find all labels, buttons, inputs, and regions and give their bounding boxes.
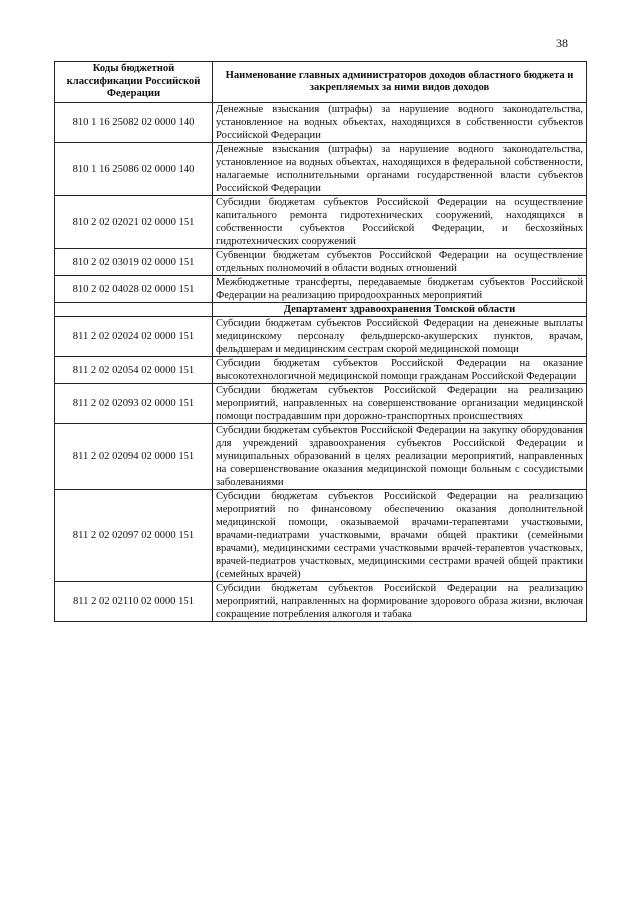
table-row [55, 424, 587, 490]
budget-code: 810 2 02 03019 02 0000 151 [55, 249, 213, 276]
revenue-description: Субсидии бюджетам субъектов Российской Федерации на реализацию мероприятий, направленных на совершенствование организации медицинской помощи пострадавшим при дорожно-транспортных происшествиях [213, 384, 587, 424]
table-row [55, 384, 587, 424]
budget-code: 811 2 02 02093 02 0000 151 [55, 384, 213, 424]
table-row [55, 357, 587, 384]
header-name: Наименование главных администраторов доходов областного бюджета и закрепляемых за ними видов доходов [213, 62, 587, 103]
budget-code: 811 2 02 02054 02 0000 151 [55, 357, 213, 384]
budget-code: 811 2 02 02024 02 0000 151 [55, 317, 213, 357]
table-row [55, 196, 587, 249]
revenue-codes-table [54, 61, 587, 622]
header-code: Коды бюджетной классификации Российской Федерации [55, 62, 213, 103]
budget-code: 811 2 02 02110 02 0000 151 [55, 582, 213, 622]
revenue-description: Субсидии бюджетам субъектов Российской Федерации на реализацию мероприятий по финансовому обеспечению оказания дополнительной медицинской помощи, оказываемой врачами-терапевтами участковыми, врачами-педиатрами участковыми, врачами общей практики (семейными врачами), медицинскими сестрами участковыми врачей-терапевтов участковых, врачей-педиатров участковых, медицинскими сестрами врачей общей практики (семейных врачей) [213, 490, 587, 582]
table-row [55, 103, 587, 143]
table-row [55, 143, 587, 196]
revenue-description: Денежные взыскания (штрафы) за нарушение водного законодательства, установленное на водных объектах, находящихся в собственности субъектов Российской Федерации [213, 103, 587, 143]
table-row [55, 582, 587, 622]
revenue-description: Субсидии бюджетам субъектов Российской Федерации на закупку оборудования для учреждений здравоохранения субъектов Российской Федерации и муниципальных образований в целях реализации мероприятий, направленных на совершенствование оказания медицинской помощи больным с сосудистыми заболеваниями [213, 424, 587, 490]
budget-code: 810 2 02 02021 02 0000 151 [55, 196, 213, 249]
page-number: 38 [556, 36, 568, 50]
department-row [55, 303, 587, 317]
revenue-description: Субсидии бюджетам субъектов Российской Федерации на осуществление капитального ремонта гидротехнических сооружений, находящихся в собственности субъектов Российской Федерации, и бесхозяйных гидротехнических сооружений [213, 196, 587, 249]
table-row [55, 490, 587, 582]
budget-code-empty [55, 303, 213, 317]
budget-code: 810 1 16 25086 02 0000 140 [55, 143, 213, 196]
revenue-description: Субвенции бюджетам субъектов Российской Федерации на осуществление отдельных полномочий в области водных отношений [213, 249, 587, 276]
budget-code: 810 1 16 25082 02 0000 140 [55, 103, 213, 143]
revenue-description: Субсидии бюджетам субъектов Российской Федерации на реализацию мероприятий, направленных на формирование здорового образа жизни, включая сокращение потребления алкоголя и табака [213, 582, 587, 622]
table-row [55, 249, 587, 276]
table-header-row [55, 62, 587, 103]
department-heading: Департамент здравоохранения Томской области [213, 303, 587, 317]
revenue-description: Субсидии бюджетам субъектов Российской Федерации на денежные выплаты медицинскому персоналу фельдшерско-акушерских пунктов, врачам, фельдшерам и медицинским сестрам скорой медицинской помощи [213, 317, 587, 357]
table-row [55, 317, 587, 357]
revenue-description: Межбюджетные трансферты, передаваемые бюджетам субъектов Российской Федерации на реализацию природоохранных мероприятий [213, 276, 587, 303]
revenue-description: Субсидии бюджетам субъектов Российской Федерации на оказание высокотехнологичной медицинской помощи гражданам Российской Федерации [213, 357, 587, 384]
table-row [55, 276, 587, 303]
budget-code: 811 2 02 02094 02 0000 151 [55, 424, 213, 490]
budget-code: 811 2 02 02097 02 0000 151 [55, 490, 213, 582]
budget-code: 810 2 02 04028 02 0000 151 [55, 276, 213, 303]
revenue-description: Денежные взыскания (штрафы) за нарушение водного законодательства, установленное на водных объектах, находящихся в федеральной собственности, налагаемые исполнительными органами государственной власти субъектов Российской Федерации [213, 143, 587, 196]
